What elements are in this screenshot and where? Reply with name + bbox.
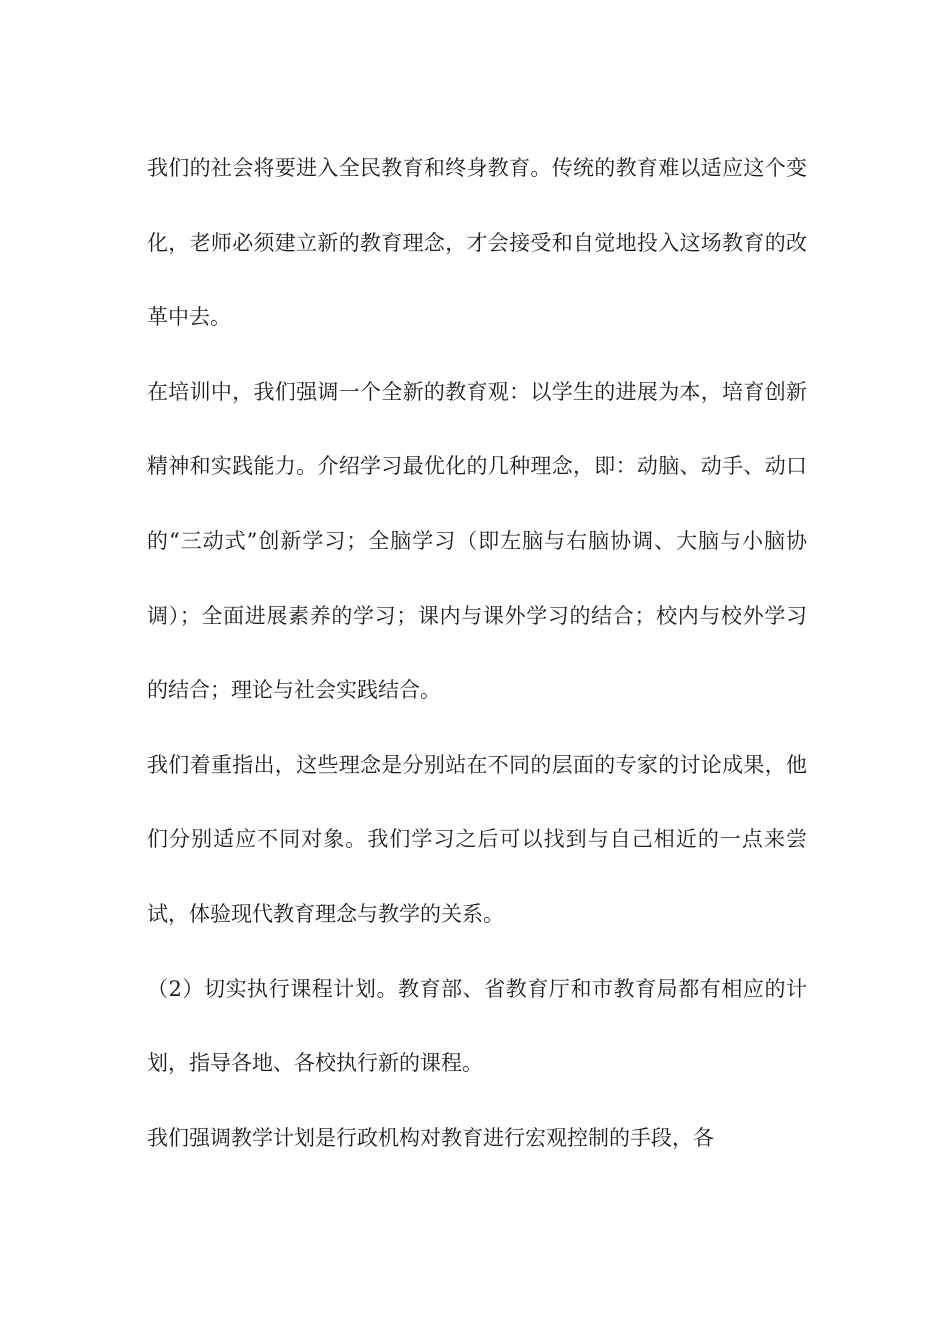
paragraph-curriculum-plan: （2）切实执行课程计划。教育部、省教育厅和市教育局都有相应的计划，指导各地、各校执行新的课程。: [147, 976, 807, 1076]
paragraph-expert-research: 我们着重指出，这些理念是分别站在不同的层面的专家的讨论成果，他们分别适应不同对象。我们学习之后可以找到与自己相近的一点来尝试，体验现代教育理念与教学的关系。: [147, 752, 807, 926]
paragraph-training-concepts: 在培训中，我们强调一个全新的教育观：以学生的进展为本，培育创新精神和实践能力。介绍学习最优化的几种理念，即：动脑、动手、动口的“三动式”创新学习；全脑学习（即左脑与右脑协调、大脑与小脑协调）；全面进展素养的学习；课内与课外学习的结合；校内与校外学习的结合；理论与社会实践结合。: [147, 379, 807, 703]
paragraph-lifelong-education: 我们的社会将要进入全民教育和终身教育。传统的教育难以适应这个变化，老师必须建立新的教育理念，才会接受和自觉地投入这场教育的改革中去。: [147, 156, 807, 330]
paragraph-teaching-plan: 我们强调教学计划是行政机构对教育进行宏观控制的手段，各: [147, 1125, 714, 1150]
document-body: [147, 131, 807, 1175]
